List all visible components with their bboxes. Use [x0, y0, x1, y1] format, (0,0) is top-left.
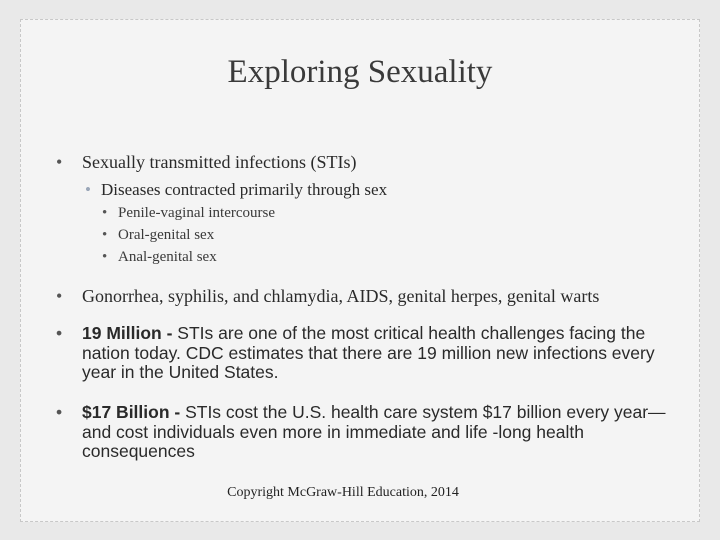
- bullet-dot: •: [102, 205, 108, 221]
- bullet-dot: •: [102, 227, 108, 243]
- bullet-diseases: [85, 180, 388, 200]
- bullet-text: Sexually transmitted infections (STIs): [82, 152, 357, 172]
- bullet-bold-lead: 19 Million -: [82, 323, 173, 343]
- bullet-dot: •: [56, 323, 63, 343]
- bullet-19-million: [56, 323, 682, 383]
- bullet-dot: •: [56, 152, 63, 172]
- bullet-text: STIs cost the U.S. health care system $17 billion every year—and cost individuals even more in immediate and life -long health consequences: [82, 402, 666, 461]
- bullet-anal-genital: [102, 249, 217, 266]
- bullet-text: Gonorrhea, syphilis, and chlamydia, AIDS, genital herpes, genital warts: [82, 286, 600, 306]
- bullet-dot: •: [56, 402, 63, 422]
- bullet-dot: •: [85, 180, 91, 199]
- bullet-penile-vaginal: [102, 205, 276, 222]
- bullet-bold-lead: $17 Billion -: [82, 402, 181, 422]
- bullet-text: Anal-genital sex: [118, 249, 217, 265]
- bullet-text: Diseases contracted primarily through sex: [101, 180, 388, 199]
- copyright-text: Copyright McGraw-Hill Education, 2014: [227, 485, 459, 500]
- slide-title: Exploring Sexuality: [227, 54, 493, 90]
- bullet-dot: •: [102, 249, 108, 265]
- bullet-oral-genital: [102, 227, 215, 244]
- bullet-text: Oral-genital sex: [118, 227, 215, 243]
- bullet-text: STIs are one of the most critical health challenges facing the nation today. CDC estimates that there are 19 million new infections every year in the United States.: [82, 323, 655, 382]
- copyright-footer: [0, 485, 720, 501]
- bullet-text: Penile-vaginal intercourse: [118, 205, 276, 221]
- bullet-dot: •: [56, 286, 63, 306]
- bullet-stis: [56, 152, 357, 173]
- bullet-infections-list: [56, 286, 600, 307]
- bullet-17-billion: [56, 402, 682, 462]
